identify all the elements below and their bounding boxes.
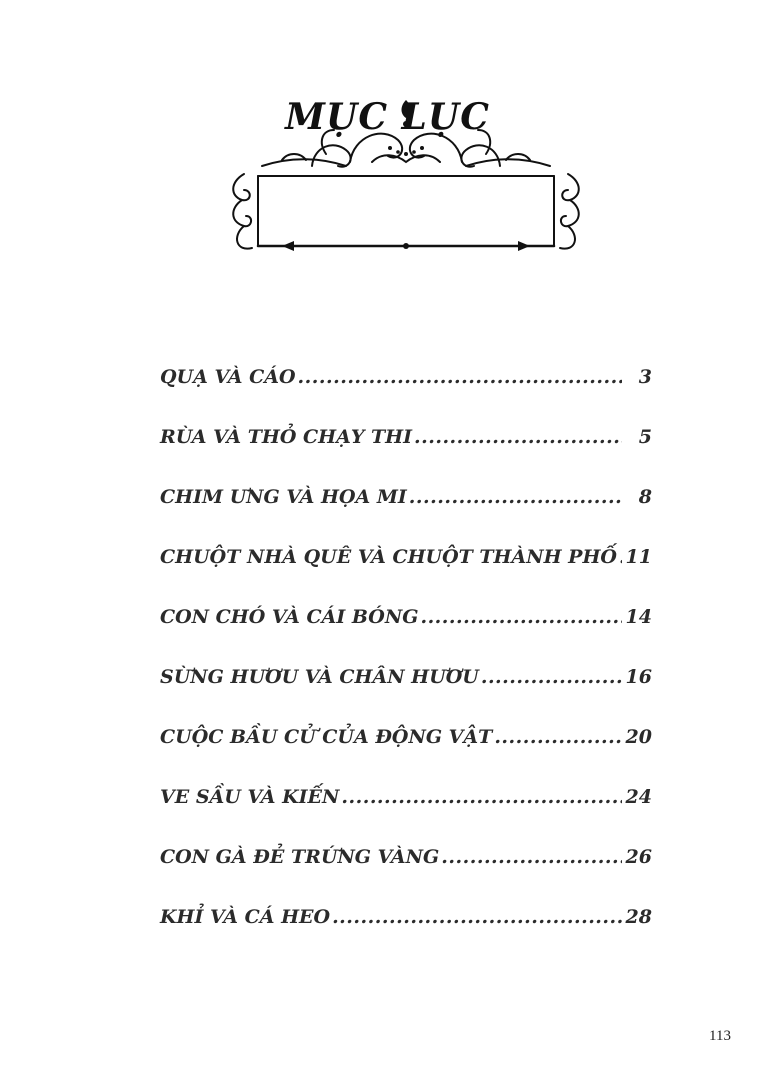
toc-leader-dots	[481, 666, 622, 688]
toc-leader-dots	[494, 726, 622, 748]
toc-entry[interactable]	[160, 906, 652, 966]
table-of-contents	[160, 366, 652, 966]
toc-leader-dots	[341, 786, 622, 808]
toc-leader-dots	[420, 606, 622, 628]
toc-entry[interactable]	[160, 846, 652, 906]
toc-entry-title: RÙA VÀ THỎ CHẠY THI	[160, 426, 412, 448]
toc-entry[interactable]	[160, 426, 652, 486]
toc-entry-title: CUỘC BẦU CỬ CỦA ĐỘNG VẬT	[160, 726, 493, 748]
toc-entry-title: CON CHÓ VÀ CÁI BÓNG	[160, 606, 419, 628]
page-number: 113	[709, 1028, 731, 1044]
toc-entry-page: 11	[625, 546, 652, 568]
toc-entry[interactable]	[160, 366, 652, 426]
toc-entry-page: 24	[625, 786, 652, 808]
toc-entry-title: KHỈ VÀ CÁ HEO	[160, 906, 331, 928]
toc-leader-dots	[409, 486, 622, 508]
toc-leader-dots	[619, 546, 622, 568]
toc-entry[interactable]	[160, 666, 652, 726]
toc-entry-page: 20	[625, 726, 652, 748]
toc-entry-page: 28	[625, 906, 652, 928]
toc-entry-page: 14	[625, 606, 652, 628]
toc-leader-dots	[414, 426, 622, 448]
toc-entry-title: SỪNG HƯƠU VÀ CHÂN HƯƠU	[160, 666, 479, 688]
toc-leader-dots	[332, 906, 622, 928]
toc-entry[interactable]	[160, 546, 652, 606]
toc-leader-dots	[441, 846, 622, 868]
toc-entry-title: VE SẦU VÀ KIẾN	[160, 786, 340, 808]
toc-entry[interactable]	[160, 606, 652, 666]
toc-entry-title: CON GÀ ĐẺ TRỨNG VÀNG	[160, 846, 440, 868]
toc-entry-page: 8	[638, 486, 652, 508]
toc-entry-title: CHIM ƯNG VÀ HỌA MI	[160, 486, 407, 508]
toc-entry-page: 26	[625, 846, 652, 868]
toc-entry-title: QUẠ VÀ CÁO	[160, 366, 296, 388]
toc-leader-dots	[298, 366, 622, 388]
page-title: MỤC LỤC	[285, 96, 490, 138]
toc-entry[interactable]	[160, 486, 652, 546]
toc-entry-page: 3	[638, 366, 652, 388]
toc-entry-page: 16	[625, 666, 652, 688]
toc-entry-page: 5	[638, 426, 652, 448]
toc-entry-title: CHUỘT NHÀ QUÊ VÀ CHUỘT THÀNH PHỐ	[160, 546, 617, 568]
toc-entry[interactable]	[160, 726, 652, 786]
toc-entry[interactable]	[160, 786, 652, 846]
